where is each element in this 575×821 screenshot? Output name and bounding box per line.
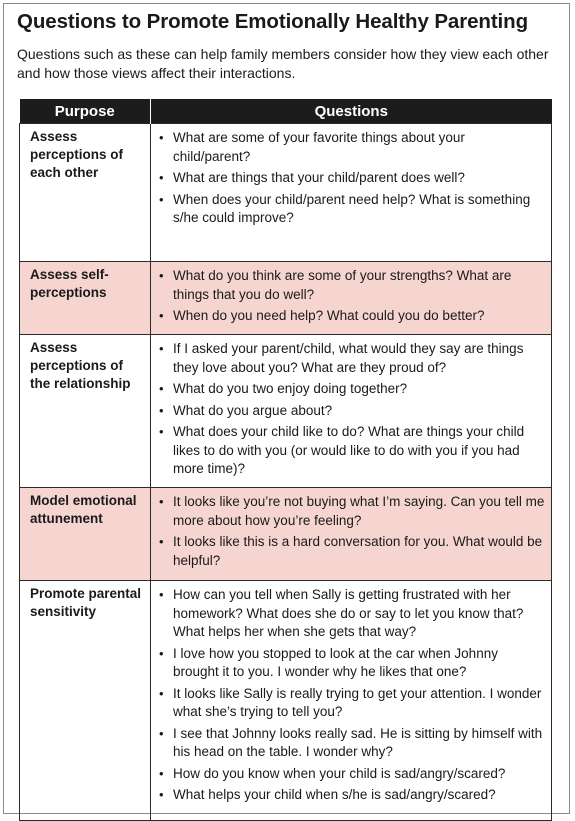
question-item: • It looks like you’re not buying what I’m saying. Can you tell me more about how you’re feeling? [157, 493, 545, 530]
question-item: • When do you need help? What could you do better? [157, 307, 545, 326]
column-header-purpose: Purpose [20, 99, 151, 124]
table-row [20, 262, 552, 335]
question-item: • I see that Johnny looks really sad. He is sitting by himself with his head on the table. I wonder why? [157, 725, 545, 762]
questions-cell [151, 335, 552, 488]
table-header-row [20, 99, 552, 124]
questions-cell [151, 488, 552, 581]
question-list [157, 340, 545, 479]
question-list [157, 493, 545, 570]
question-list [157, 129, 545, 228]
question-list [157, 267, 545, 326]
purpose-cell: Assess perceptions of the relationship [20, 335, 151, 488]
question-item: • When does your child/parent need help? What is something s/he could improve? [157, 191, 545, 228]
purpose-cell: Assess perceptions of each other [20, 124, 151, 262]
question-item: • If I asked your parent/child, what would they say are things they love about you? What are they proud of? [157, 340, 545, 377]
question-item: • What does your child like to do? What are things your child likes to do with you (or would like to do with you if you had more time)? [157, 423, 545, 479]
table-row [20, 335, 552, 488]
table-row [20, 124, 552, 262]
purpose-cell: Model emotional attunement [20, 488, 151, 581]
question-item: • It looks like this is a hard conversation for you. What would be helpful? [157, 533, 545, 570]
question-item: • What helps your child when s/he is sad/angry/scared? [157, 786, 545, 805]
question-item: • I love how you stopped to look at the car when Johnny brought it to you. I wonder why he likes that one? [157, 645, 545, 682]
question-item: • What do you think are some of your strengths? What are things that you do well? [157, 267, 545, 304]
questions-cell [151, 581, 552, 821]
question-item: • What do you argue about? [157, 402, 545, 421]
purpose-cell: Promote parental sensitivity [20, 581, 151, 821]
question-item: • What are some of your favorite things about your child/parent? [157, 129, 545, 166]
purpose-cell: Assess self-perceptions [20, 262, 151, 335]
question-item: • What do you two enjoy doing together? [157, 380, 545, 399]
question-item: • How can you tell when Sally is getting frustrated with her homework? What does she do or say to let you know that? What helps her when she gets that way? [157, 586, 545, 642]
questions-table [19, 99, 552, 821]
question-item: • How do you know when your child is sad/angry/scared? [157, 765, 545, 784]
questions-cell [151, 262, 552, 335]
table-row [20, 581, 552, 821]
page-title: Questions to Promote Emotionally Healthy Parenting [17, 10, 528, 33]
question-item: • It looks like Sally is really trying to get your attention. I wonder what she’s trying to tell you? [157, 685, 545, 722]
table-row [20, 488, 552, 581]
question-item: • What are things that your child/parent does well? [157, 169, 545, 188]
intro-text: Questions such as these can help family members consider how they view each other and how those views affect their interactions. [17, 46, 549, 81]
questions-cell [151, 124, 552, 262]
question-list [157, 586, 545, 805]
column-header-questions: Questions [151, 99, 552, 124]
